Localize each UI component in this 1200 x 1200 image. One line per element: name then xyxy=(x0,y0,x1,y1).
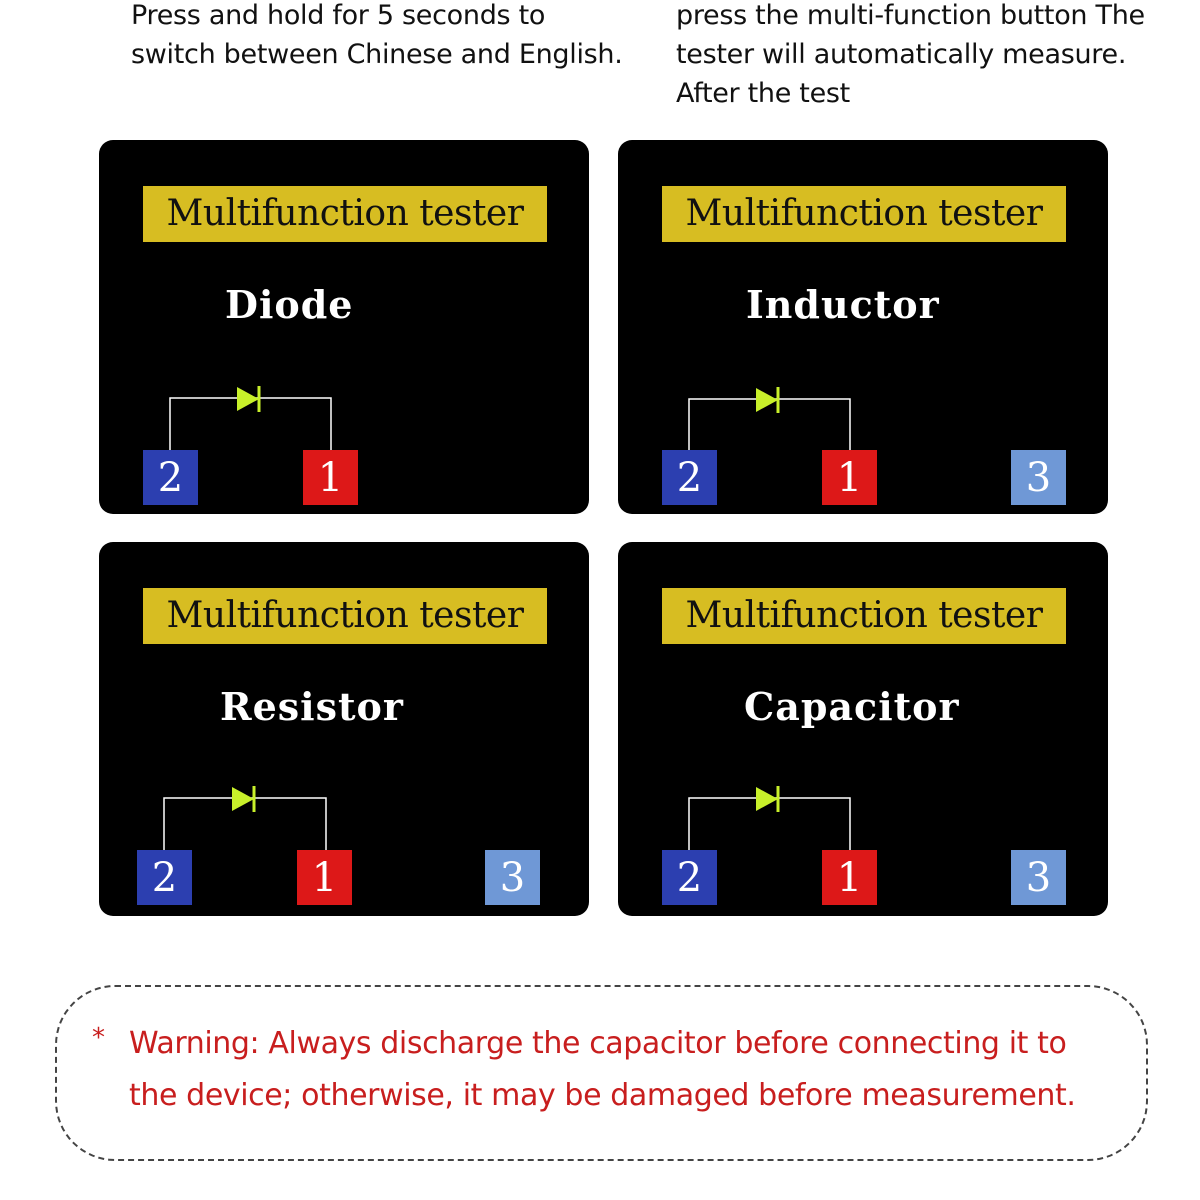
pin-2: 2 xyxy=(662,450,717,505)
pin-1: 1 xyxy=(822,450,877,505)
component-label: Resistor xyxy=(220,684,404,729)
screen-title-bar: Multifunction tester xyxy=(662,588,1066,644)
pin-3: 3 xyxy=(1011,850,1066,905)
component-label: Inductor xyxy=(746,282,940,327)
pin-1: 1 xyxy=(303,450,358,505)
warning-asterisk: * xyxy=(92,1023,105,1053)
warning-box xyxy=(55,985,1148,1161)
warning-text: Warning: Always discharge the capacitor before connecting it to the device; otherwise, it may be damaged before measurement. xyxy=(129,1026,1076,1113)
caption-left: Press and hold for 5 seconds to switch between Chinese and English. xyxy=(131,0,623,70)
screen-title-bar: Multifunction tester xyxy=(143,186,547,242)
screen-title-bar: Multifunction tester xyxy=(143,588,547,644)
pin-3: 3 xyxy=(1011,450,1066,505)
tester-screen-diode xyxy=(99,140,589,514)
pin-2: 2 xyxy=(662,850,717,905)
component-label: Capacitor xyxy=(744,684,960,729)
pin-2: 2 xyxy=(143,450,198,505)
screen-title-bar: Multifunction tester xyxy=(662,186,1066,242)
component-label: Diode xyxy=(225,282,354,327)
pin-1: 1 xyxy=(822,850,877,905)
caption-right: press the multi-function button The tester will automatically measure. After the test xyxy=(676,0,1145,109)
pin-1: 1 xyxy=(297,850,352,905)
pin-2: 2 xyxy=(137,850,192,905)
tester-screen-inductor xyxy=(618,140,1108,514)
pin-3: 3 xyxy=(485,850,540,905)
tester-screen-capacitor xyxy=(618,542,1108,916)
tester-screen-resistor xyxy=(99,542,589,916)
